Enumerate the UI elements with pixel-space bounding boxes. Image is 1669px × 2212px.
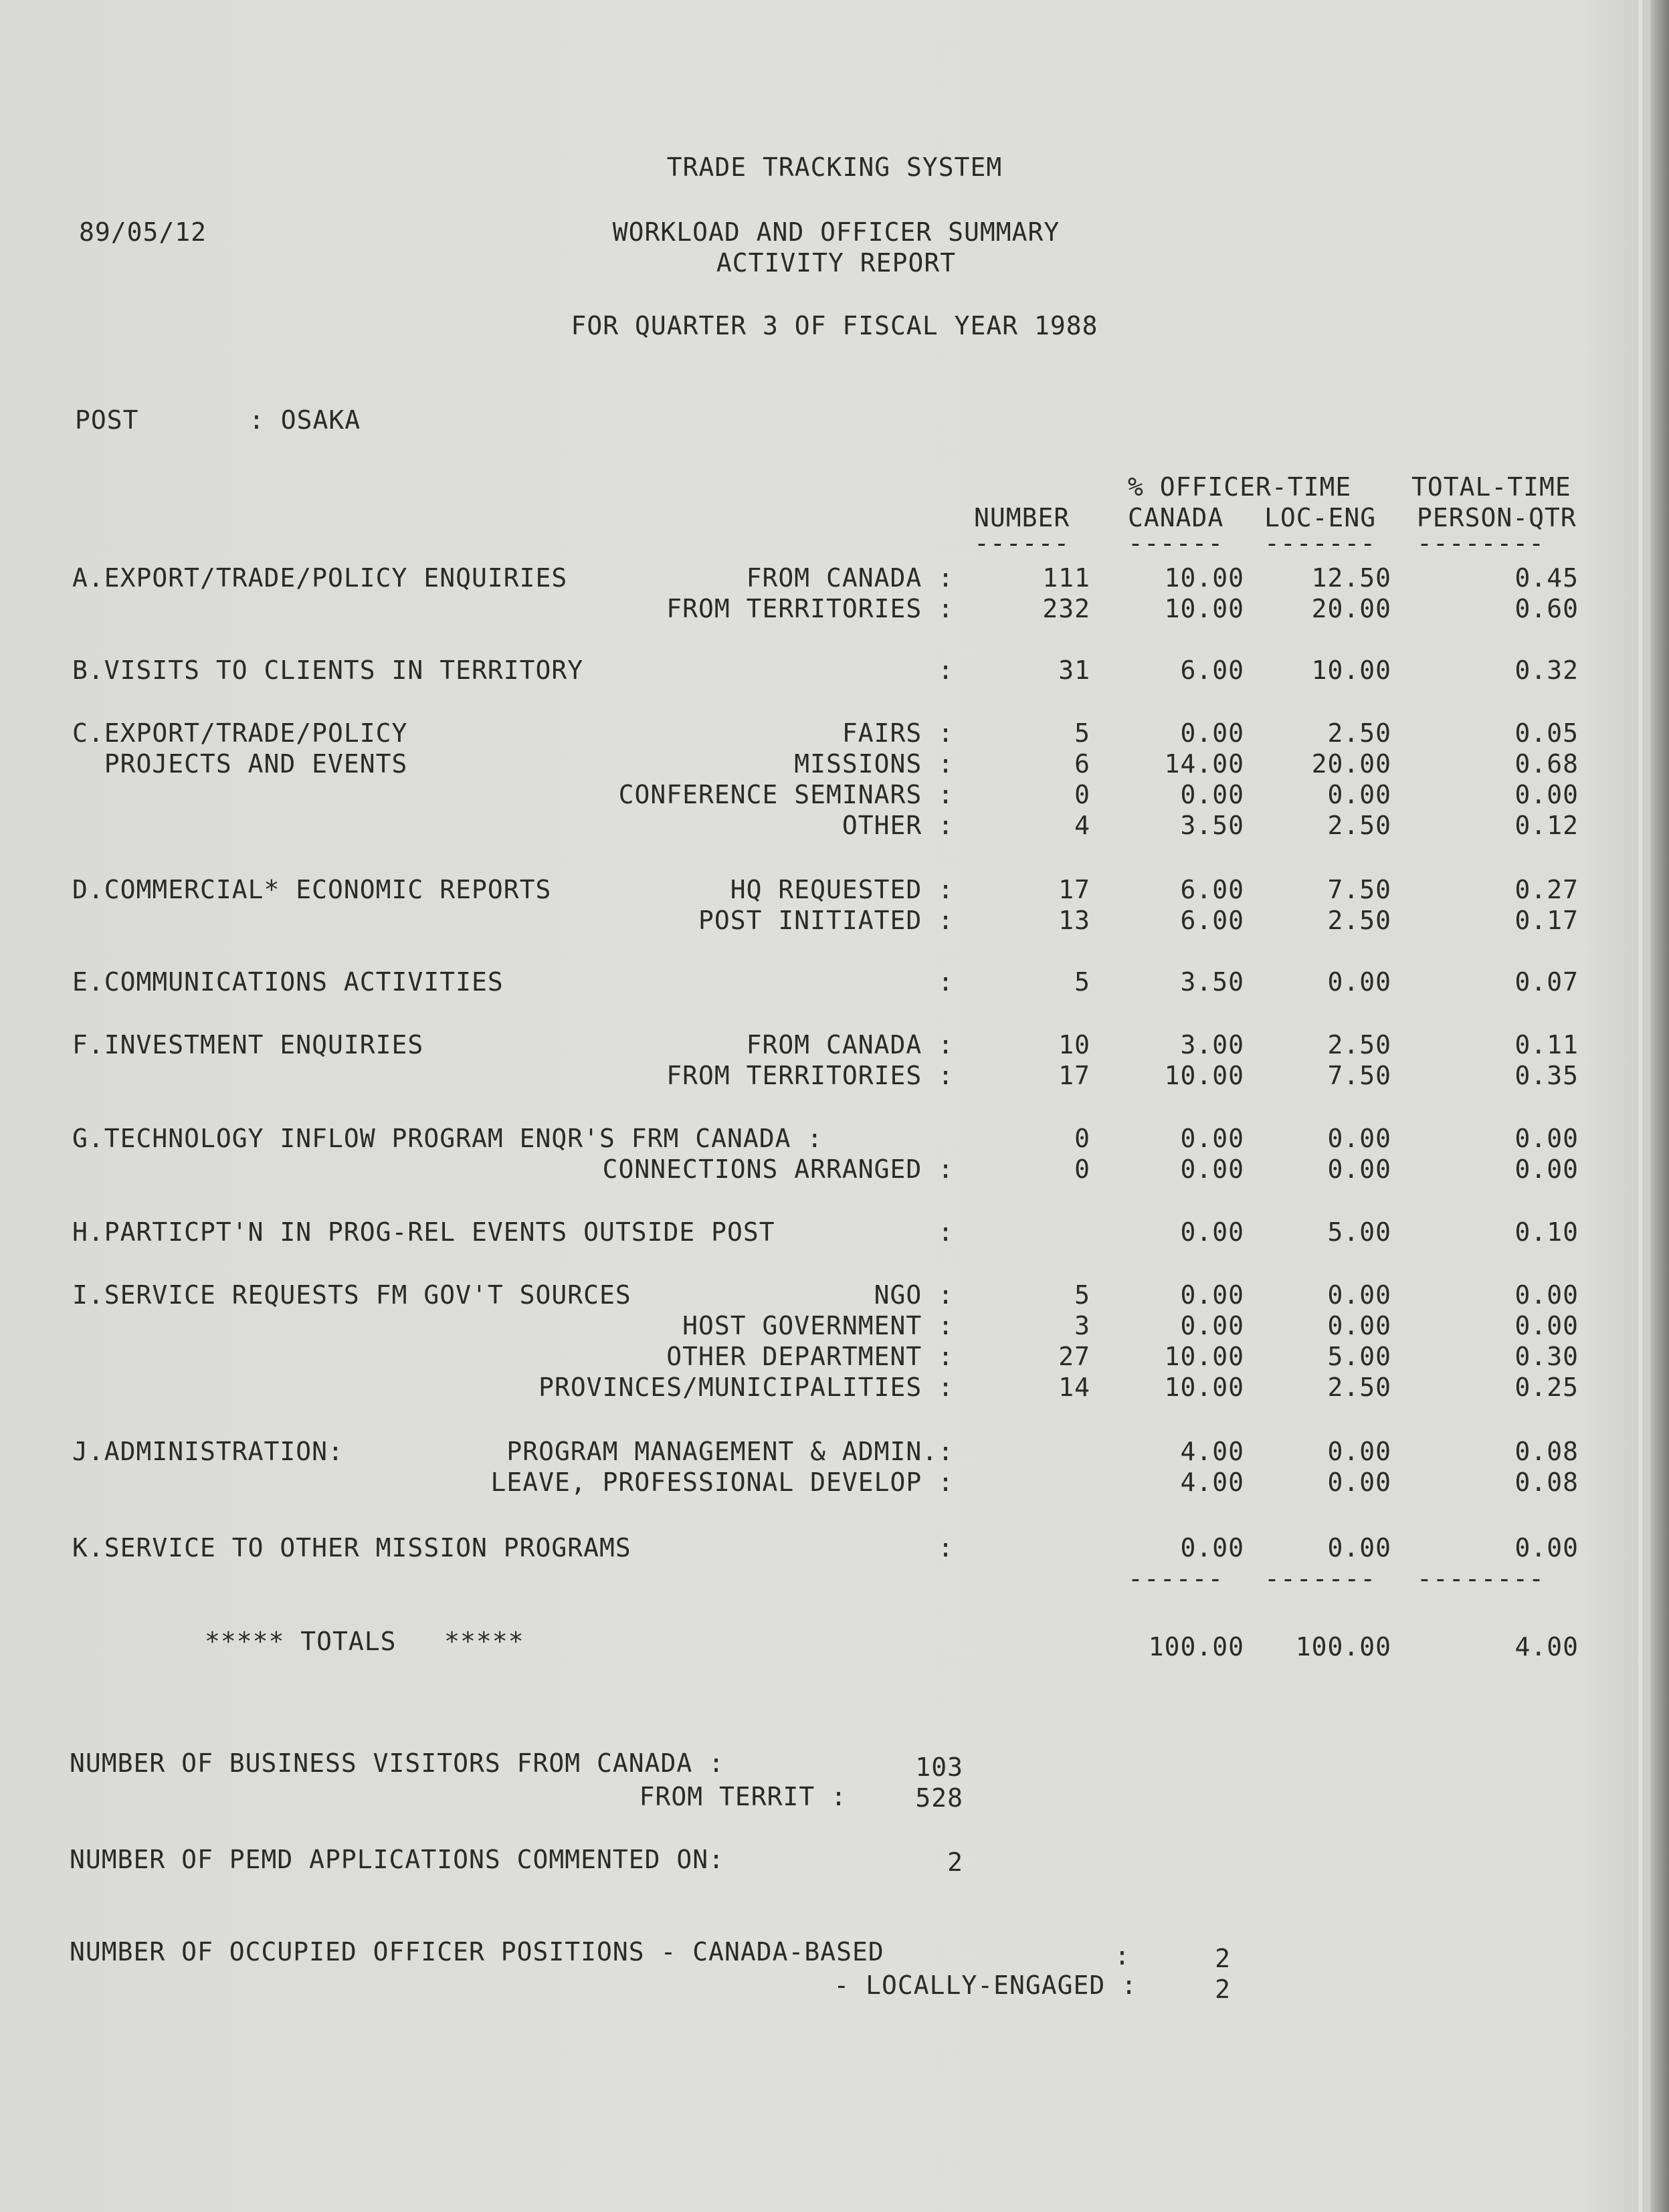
row-canada: 10.00 bbox=[1164, 1373, 1244, 1402]
row-loc-eng: 5.00 bbox=[1327, 1217, 1391, 1247]
row-label: C.EXPORT/TRADE/POLICY bbox=[72, 718, 408, 748]
row-number: 17 bbox=[1058, 875, 1090, 904]
row-label: B.VISITS TO CLIENTS IN TERRITORY bbox=[72, 656, 584, 685]
row-number: 27 bbox=[1058, 1342, 1090, 1371]
row-number: 5 bbox=[1074, 967, 1090, 997]
row-number: 5 bbox=[1074, 718, 1090, 748]
row-number: 111 bbox=[1042, 563, 1090, 593]
pemd-label: NUMBER OF PEMD APPLICATIONS COMMENTED ON: bbox=[70, 1845, 724, 1874]
totals-person-qtr-rule: -------- bbox=[1417, 1564, 1545, 1593]
row-loc-eng: 2.50 bbox=[1327, 718, 1391, 748]
row-person-qtr: 0.08 bbox=[1514, 1437, 1579, 1466]
row-loc-eng: 0.00 bbox=[1327, 780, 1391, 809]
row-sublabel: OTHER : bbox=[842, 811, 954, 840]
row-canada: 3.50 bbox=[1180, 811, 1244, 840]
row-person-qtr: 0.25 bbox=[1514, 1373, 1579, 1402]
visitors-canada-value: 103 bbox=[915, 1752, 963, 1782]
positions-canada-label: NUMBER OF OCCUPIED OFFICER POSITIONS - CANADA-BASED bbox=[70, 1937, 884, 1967]
row-person-qtr: 0.00 bbox=[1514, 1311, 1579, 1340]
row-number: 10 bbox=[1058, 1030, 1090, 1060]
row-person-qtr: 0.00 bbox=[1514, 1154, 1579, 1184]
total-time-header: TOTAL-TIME bbox=[1411, 472, 1571, 502]
row-canada: 0.00 bbox=[1180, 1311, 1244, 1340]
row-number: 232 bbox=[1042, 594, 1090, 623]
row-canada: 14.00 bbox=[1164, 749, 1244, 779]
row-person-qtr: 0.30 bbox=[1514, 1342, 1579, 1371]
row-loc-eng: 0.00 bbox=[1327, 967, 1391, 997]
row-label: PROJECTS AND EVENTS bbox=[72, 749, 408, 779]
row-sublabel: MISSIONS : bbox=[794, 749, 954, 779]
row-canada: 10.00 bbox=[1164, 563, 1244, 593]
loc-eng-column-rule: ------- bbox=[1264, 528, 1377, 558]
canada-column-rule: ------ bbox=[1128, 528, 1224, 558]
row-person-qtr: 0.12 bbox=[1514, 811, 1579, 840]
row-canada: 4.00 bbox=[1180, 1468, 1244, 1497]
canada-column-header: CANADA bbox=[1128, 503, 1224, 532]
row-label: H.PARTICPT'N IN PROG-REL EVENTS OUTSIDE POST bbox=[72, 1217, 775, 1247]
row-number: 5 bbox=[1074, 1280, 1090, 1310]
row-person-qtr: 0.27 bbox=[1514, 875, 1579, 904]
row-sublabel: LEAVE, PROFESSIONAL DEVELOP : bbox=[490, 1468, 954, 1497]
totals-label: ***** TOTALS ***** bbox=[205, 1627, 524, 1656]
row-label: A.EXPORT/TRADE/POLICY ENQUIRIES bbox=[72, 563, 568, 593]
row-loc-eng: 0.00 bbox=[1327, 1154, 1391, 1184]
row-loc-eng: 5.00 bbox=[1327, 1342, 1391, 1371]
loc-eng-column-header: LOC-ENG bbox=[1264, 503, 1377, 532]
row-person-qtr: 0.10 bbox=[1514, 1217, 1579, 1247]
row-sublabel: FROM TERRITORIES : bbox=[666, 1061, 954, 1090]
row-canada: 6.00 bbox=[1180, 875, 1244, 904]
row-sublabel: FROM CANADA : bbox=[746, 1030, 954, 1060]
row-sublabel: CONNECTIONS ARRANGED : bbox=[602, 1154, 954, 1184]
row-person-qtr: 0.32 bbox=[1514, 656, 1579, 685]
row-sublabel: : bbox=[938, 1533, 954, 1563]
row-number: 13 bbox=[1058, 906, 1090, 935]
row-person-qtr: 0.08 bbox=[1514, 1468, 1579, 1497]
row-canada: 4.00 bbox=[1180, 1437, 1244, 1466]
row-sublabel: FROM CANADA : bbox=[746, 563, 954, 593]
row-number: 0 bbox=[1074, 1154, 1090, 1184]
person-qtr-column-header: PERSON-QTR bbox=[1417, 503, 1577, 532]
row-loc-eng: 2.50 bbox=[1327, 1373, 1391, 1402]
row-person-qtr: 0.17 bbox=[1514, 906, 1579, 935]
row-number: 14 bbox=[1058, 1373, 1090, 1402]
row-canada: 3.00 bbox=[1180, 1030, 1244, 1060]
number-column-header: NUMBER bbox=[974, 503, 1070, 532]
totals-canada: 100.00 bbox=[1148, 1632, 1244, 1662]
row-canada: 0.00 bbox=[1180, 1217, 1244, 1247]
visitors-territ-label: FROM TERRIT : bbox=[639, 1782, 847, 1811]
post-value: : OSAKA bbox=[249, 405, 361, 435]
row-person-qtr: 0.00 bbox=[1514, 1533, 1579, 1563]
totals-canada-rule: ------ bbox=[1128, 1564, 1224, 1593]
row-canada: 6.00 bbox=[1180, 656, 1244, 685]
positions-local-value: 2 bbox=[1215, 1975, 1231, 2004]
row-number: 0 bbox=[1074, 1124, 1090, 1153]
row-sublabel: : bbox=[938, 967, 954, 997]
row-person-qtr: 0.00 bbox=[1514, 1280, 1579, 1310]
row-label: I.SERVICE REQUESTS FM GOV'T SOURCES bbox=[72, 1280, 631, 1310]
row-label: E.COMMUNICATIONS ACTIVITIES bbox=[72, 967, 504, 997]
row-loc-eng: 20.00 bbox=[1311, 594, 1391, 623]
row-number: 3 bbox=[1074, 1311, 1090, 1340]
row-loc-eng: 7.50 bbox=[1327, 875, 1391, 904]
row-person-qtr: 0.00 bbox=[1514, 1124, 1579, 1153]
row-person-qtr: 0.45 bbox=[1514, 563, 1579, 593]
row-canada: 0.00 bbox=[1180, 780, 1244, 809]
row-number: 4 bbox=[1074, 811, 1090, 840]
row-loc-eng: 0.00 bbox=[1327, 1468, 1391, 1497]
row-person-qtr: 0.07 bbox=[1514, 967, 1579, 997]
row-loc-eng: 0.00 bbox=[1327, 1124, 1391, 1153]
row-label: J.ADMINISTRATION: bbox=[72, 1437, 344, 1466]
row-sublabel: FAIRS : bbox=[842, 718, 954, 748]
row-canada: 0.00 bbox=[1180, 718, 1244, 748]
row-sublabel: FROM TERRITORIES : bbox=[666, 594, 954, 623]
row-person-qtr: 0.68 bbox=[1514, 749, 1579, 779]
row-loc-eng: 0.00 bbox=[1327, 1533, 1391, 1563]
row-loc-eng: 2.50 bbox=[1327, 811, 1391, 840]
row-label: D.COMMERCIAL* ECONOMIC REPORTS bbox=[72, 875, 552, 904]
row-canada: 0.00 bbox=[1180, 1154, 1244, 1184]
row-sublabel: PROVINCES/MUNICIPALITIES : bbox=[538, 1373, 954, 1402]
row-loc-eng: 0.00 bbox=[1327, 1437, 1391, 1466]
row-canada: 3.50 bbox=[1180, 967, 1244, 997]
row-loc-eng: 2.50 bbox=[1327, 1030, 1391, 1060]
row-sublabel: OTHER DEPARTMENT : bbox=[666, 1342, 954, 1371]
person-qtr-column-rule: -------- bbox=[1417, 528, 1545, 558]
row-loc-eng: 0.00 bbox=[1327, 1311, 1391, 1340]
row-canada: 0.00 bbox=[1180, 1533, 1244, 1563]
row-canada: 10.00 bbox=[1164, 1061, 1244, 1090]
row-person-qtr: 0.05 bbox=[1514, 718, 1579, 748]
row-loc-eng: 10.00 bbox=[1311, 656, 1391, 685]
report-date: 89/05/12 bbox=[79, 217, 207, 247]
row-person-qtr: 0.11 bbox=[1514, 1030, 1579, 1060]
positions-local-label: - LOCALLY-ENGAGED : bbox=[833, 1971, 1137, 2000]
row-sublabel: : bbox=[938, 1217, 954, 1247]
row-number: 31 bbox=[1058, 656, 1090, 685]
row-canada: 6.00 bbox=[1180, 906, 1244, 935]
report-period: FOR QUARTER 3 OF FISCAL YEAR 1988 bbox=[571, 311, 1098, 340]
totals-loc-eng: 100.00 bbox=[1295, 1632, 1391, 1662]
visitors-canada-label: NUMBER OF BUSINESS VISITORS FROM CANADA : bbox=[70, 1748, 724, 1778]
row-loc-eng: 0.00 bbox=[1327, 1280, 1391, 1310]
row-loc-eng: 20.00 bbox=[1311, 749, 1391, 779]
row-person-qtr: 0.00 bbox=[1514, 780, 1579, 809]
totals-person-qtr: 4.00 bbox=[1514, 1632, 1579, 1662]
row-loc-eng: 12.50 bbox=[1311, 563, 1391, 593]
row-person-qtr: 0.35 bbox=[1514, 1061, 1579, 1090]
row-canada: 0.00 bbox=[1180, 1124, 1244, 1153]
report-subtitle: ACTIVITY REPORT bbox=[716, 248, 957, 278]
row-number: 17 bbox=[1058, 1061, 1090, 1090]
row-loc-eng: 2.50 bbox=[1327, 906, 1391, 935]
row-label: G.TECHNOLOGY INFLOW PROGRAM ENQR'S FRM CANADA : bbox=[72, 1124, 823, 1153]
row-sublabel: NGO : bbox=[874, 1280, 954, 1310]
row-person-qtr: 0.60 bbox=[1514, 594, 1579, 623]
row-canada: 10.00 bbox=[1164, 594, 1244, 623]
row-sublabel: HOST GOVERNMENT : bbox=[682, 1311, 954, 1340]
positions-canada-colon: : bbox=[1114, 1941, 1131, 1971]
positions-canada-value: 2 bbox=[1215, 1944, 1231, 1973]
row-sublabel: : bbox=[938, 656, 954, 685]
report-title: WORKLOAD AND OFFICER SUMMARY bbox=[612, 217, 1060, 247]
row-label: F.INVESTMENT ENQUIRIES bbox=[72, 1030, 424, 1060]
row-sublabel: CONFERENCE SEMINARS : bbox=[618, 780, 954, 809]
row-label: K.SERVICE TO OTHER MISSION PROGRAMS bbox=[72, 1533, 631, 1563]
row-canada: 0.00 bbox=[1180, 1280, 1244, 1310]
officer-time-header: % OFFICER-TIME bbox=[1128, 472, 1352, 502]
row-sublabel: POST INITIATED : bbox=[698, 906, 954, 935]
totals-loc-eng-rule: ------- bbox=[1264, 1564, 1377, 1593]
row-sublabel: HQ REQUESTED : bbox=[730, 875, 954, 904]
row-number: 6 bbox=[1074, 749, 1090, 779]
row-canada: 10.00 bbox=[1164, 1342, 1244, 1371]
system-title: TRADE TRACKING SYSTEM bbox=[666, 153, 1003, 182]
row-number: 0 bbox=[1074, 780, 1090, 809]
post-label: POST bbox=[75, 405, 139, 435]
row-sublabel: PROGRAM MANAGEMENT & ADMIN.: bbox=[506, 1437, 954, 1466]
pemd-value: 2 bbox=[947, 1847, 963, 1877]
number-column-rule: ------ bbox=[974, 528, 1070, 558]
row-loc-eng: 7.50 bbox=[1327, 1061, 1391, 1090]
visitors-territ-value: 528 bbox=[915, 1783, 963, 1813]
